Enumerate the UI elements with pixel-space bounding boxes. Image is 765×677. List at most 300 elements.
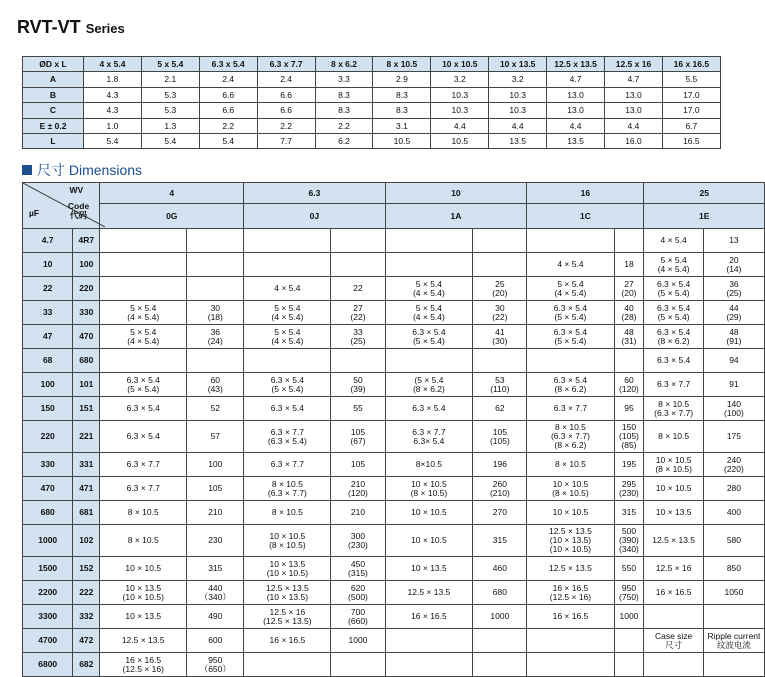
case-size-cell: 6.3 × 5.4 — [244, 397, 331, 421]
ripple-current-cell: 105 (67) — [331, 421, 385, 453]
capacitance-cell: 6800 — [23, 653, 73, 677]
dim-size-header: 5 x 5.4 — [141, 57, 199, 72]
ripple-current-cell — [187, 349, 244, 373]
ripple-current-cell: 27 (20) — [614, 277, 644, 301]
code-cell: 332 — [73, 605, 100, 629]
ripple-current-cell: 30 (22) — [473, 301, 527, 325]
ripple-current-cell: 950 (750) — [614, 581, 644, 605]
case-size-cell: 10 × 13.5 — [644, 501, 703, 525]
case-size-cell: 6.3 × 7.7 — [527, 397, 614, 421]
ripple-current-cell: 50 (39) — [331, 373, 385, 397]
case-size-cell — [244, 349, 331, 373]
ripple-current-cell: 580 — [703, 525, 764, 557]
dim-row — [23, 72, 721, 87]
case-size-cell: 10 × 13.5 (10 × 10.5) — [244, 557, 331, 581]
ripple-current-cell: 850 — [703, 557, 764, 581]
case-size-cell: 6.3 × 5.4 — [644, 349, 703, 373]
capacitance-cell: 470 — [23, 477, 73, 501]
code-cell: 152 — [73, 557, 100, 581]
ripple-current-cell: 62 — [473, 397, 527, 421]
ripple-current-cell: 91 — [703, 373, 764, 397]
case-size-cell: 6.3 × 5.4 (5 × 5.4) — [100, 373, 187, 397]
table-row — [23, 229, 765, 253]
case-size-cell — [100, 277, 187, 301]
dim-cell: 5.3 — [141, 87, 199, 102]
case-size-cell: (5 × 5.4 (8 × 6.2) — [385, 373, 473, 397]
dim-cell: 4.3 — [84, 103, 142, 118]
dim-row-label: L — [23, 133, 84, 148]
code-cell: 681 — [73, 501, 100, 525]
dim-cell: 13.0 — [605, 103, 663, 118]
voltage-header: 16 — [527, 183, 644, 204]
dim-cell: 1.0 — [84, 118, 142, 133]
ripple-current-cell — [614, 229, 644, 253]
section-bullet-icon — [22, 165, 32, 175]
ripple-current-cell: 57 — [187, 421, 244, 453]
dim-cell: 10.3 — [489, 87, 547, 102]
dim-cell: 2.4 — [257, 72, 315, 87]
case-size-cell: 5 × 5.4 (4 × 5.4) — [100, 301, 187, 325]
code-cell: 330 — [73, 301, 100, 325]
case-size-cell: 16 × 16.5 — [644, 581, 703, 605]
dim-cell: 3.1 — [373, 118, 431, 133]
case-size-cell: 6.3 × 5.4 (8 × 6.2) — [644, 325, 703, 349]
code-header: 0G — [100, 204, 244, 229]
ripple-current-cell: 950 （650） — [187, 653, 244, 677]
code-header: 1E — [644, 204, 765, 229]
case-size-cell — [100, 253, 187, 277]
dim-row-label: E ± 0.2 — [23, 118, 84, 133]
code-label-en: Code — [67, 201, 90, 211]
dim-cell: 2.1 — [141, 72, 199, 87]
dim-header-label: ØD x L — [23, 57, 84, 72]
capacitance-cell: 3300 — [23, 605, 73, 629]
code-header: 1A — [385, 204, 527, 229]
ripple-current-cell: 40 (28) — [614, 301, 644, 325]
ripple-current-cell — [614, 653, 644, 677]
capacitance-cell: 10 — [23, 253, 73, 277]
dim-size-header: 10 x 13.5 — [489, 57, 547, 72]
capacitance-cell: 150 — [23, 397, 73, 421]
ripple-current-cell: 105 — [187, 477, 244, 501]
ripple-current-cell: 53 (110) — [473, 373, 527, 397]
ripple-current-cell: 27 (22) — [331, 301, 385, 325]
case-size-cell: 6.3 × 5.4 (5 × 5.4) — [644, 277, 703, 301]
case-size-cell — [385, 349, 473, 373]
code-cell: 220 — [73, 277, 100, 301]
ripple-current-cell: 500 (390) (340) — [614, 525, 644, 557]
case-size-cell: 4 × 5.4 — [644, 229, 703, 253]
dim-cell: 3.2 — [489, 72, 547, 87]
ripple-current-cell: 18 — [614, 253, 644, 277]
case-size-cell: 6.3 × 5.4 (5 × 5.4) — [527, 325, 614, 349]
case-size-cell: 10 × 10.5 (8 × 10.5) — [644, 453, 703, 477]
dim-cell: 16.5 — [662, 133, 720, 148]
ripple-current-cell: 140 (100) — [703, 397, 764, 421]
capacitance-cell: 68 — [23, 349, 73, 373]
case-size-cell: 12.5 × 13.5 — [100, 629, 187, 653]
capacitance-cell: 47 — [23, 325, 73, 349]
ripple-current-cell: 33 (25) — [331, 325, 385, 349]
ripple-current-cell: 400 — [703, 501, 764, 525]
dim-cell: 5.5 — [662, 72, 720, 87]
code-cell: 471 — [73, 477, 100, 501]
ripple-current-cell: 20 (14) — [703, 253, 764, 277]
ripple-current-cell: 315 — [614, 501, 644, 525]
ripple-current-cell — [187, 253, 244, 277]
case-size-cell: 8 × 10.5 (6.3 × 7.7) — [244, 477, 331, 501]
ripple-current-cell — [473, 653, 527, 677]
case-size-cell: 12.5 × 13.5 (10 × 13.5) (10 × 10.5) — [527, 525, 614, 557]
dim-row-label: B — [23, 87, 84, 102]
voltage-header: 25 — [644, 183, 765, 204]
dim-cell: 5.3 — [141, 103, 199, 118]
table-row — [23, 501, 765, 525]
case-size-cell: 8 × 10.5 — [100, 501, 187, 525]
case-size-cell: 4 × 5.4 — [244, 277, 331, 301]
dim-size-header: 16 x 16.5 — [662, 57, 720, 72]
case-size-cell — [385, 629, 473, 653]
capacitance-cell: 100 — [23, 373, 73, 397]
header-corner — [23, 183, 100, 229]
capacitance-cell: 1000 — [23, 525, 73, 557]
ripple-current-cell: 230 — [187, 525, 244, 557]
dim-cell: 13.0 — [547, 87, 605, 102]
dim-size-header: 8 x 10.5 — [373, 57, 431, 72]
ripple-current-cell: 195 — [614, 453, 644, 477]
table-row — [23, 253, 765, 277]
dim-cell: 6.2 — [315, 133, 373, 148]
dim-cell: 8.3 — [373, 87, 431, 102]
dim-cell: 2.2 — [257, 118, 315, 133]
case-size-cell: 12.5 × 13.5 — [385, 581, 473, 605]
ripple-current-cell: 95 — [614, 397, 644, 421]
case-size-cell: 16 × 16.5 — [527, 605, 614, 629]
ripple-current-cell: 600 — [187, 629, 244, 653]
case-size-cell — [244, 253, 331, 277]
dim-cell: 5.4 — [141, 133, 199, 148]
case-size-cell — [100, 349, 187, 373]
wv-label: WV — [69, 185, 84, 195]
case-size-cell: 10 × 10.5 — [385, 525, 473, 557]
code-cell: 4R7 — [73, 229, 100, 253]
case-size-cell: 8 × 10.5 — [527, 453, 614, 477]
dim-cell: 10.3 — [431, 87, 489, 102]
dim-size-header: 6.3 x 7.7 — [257, 57, 315, 72]
case-size-cell: 8×10.5 — [385, 453, 473, 477]
table-row — [23, 525, 765, 557]
legend-ripple-current: Ripple current 纹波电流 — [703, 629, 764, 653]
dim-cell: 2.9 — [373, 72, 431, 87]
code-label — [68, 202, 89, 221]
ripple-current-cell — [614, 629, 644, 653]
dim-cell: 1.8 — [84, 72, 142, 87]
case-size-cell: 12.5 × 13.5 (10 × 13.5) — [244, 581, 331, 605]
dim-cell: 4.7 — [605, 72, 663, 87]
dim-header-row — [23, 57, 721, 72]
ripple-current-cell — [331, 253, 385, 277]
dim-cell: 3.2 — [431, 72, 489, 87]
dim-cell: 2.2 — [199, 118, 257, 133]
section-title-en: Dimensions — [68, 162, 143, 178]
dim-size-header: 12.5 x 16 — [605, 57, 663, 72]
dim-size-header: 10 x 10.5 — [431, 57, 489, 72]
case-size-cell: 16 × 16.5 (12.5 × 16) — [100, 653, 187, 677]
ripple-current-cell: 300 (230) — [331, 525, 385, 557]
case-size-cell: 8 × 10.5 (6.3 × 7.7) (8 × 6.2) — [527, 421, 614, 453]
case-size-cell: 12.5 × 13.5 — [644, 525, 703, 557]
ripple-current-cell: 450 (315) — [331, 557, 385, 581]
case-size-cell: 6.3 × 7.7 (6.3 × 5.4) — [244, 421, 331, 453]
code-label-cn: 代码 — [70, 210, 88, 221]
table-row — [23, 349, 765, 373]
series-name: RVT-VT — [17, 17, 81, 37]
case-size-cell — [644, 605, 703, 629]
case-size-cell: 8 × 10.5 — [100, 525, 187, 557]
ripple-current-cell: 48 (31) — [614, 325, 644, 349]
dim-row — [23, 103, 721, 118]
dim-row-label: A — [23, 72, 84, 87]
dim-cell: 4.4 — [431, 118, 489, 133]
dim-size-header: 6.3 x 5.4 — [199, 57, 257, 72]
ripple-current-cell: 460 — [473, 557, 527, 581]
case-size-cell: 10 × 10.5 — [100, 557, 187, 581]
capacitance-cell: 1500 — [23, 557, 73, 581]
case-size-cell: 10 × 10.5 — [644, 477, 703, 501]
case-size-cell: 6.3 × 5.4 (5 × 5.4) — [385, 325, 473, 349]
dim-row — [23, 133, 721, 148]
case-size-cell: 6.3 × 5.4 (5 × 5.4) — [644, 301, 703, 325]
ripple-current-cell: 315 — [187, 557, 244, 581]
table-row — [23, 477, 765, 501]
table-row — [23, 373, 765, 397]
ripple-current-cell: 270 — [473, 501, 527, 525]
case-size-cell: 4 × 5.4 — [527, 253, 614, 277]
case-size-cell: 10 × 10.5 — [527, 501, 614, 525]
ripple-current-cell: 60 (43) — [187, 373, 244, 397]
table-row — [23, 453, 765, 477]
ripple-current-cell: 55 — [331, 397, 385, 421]
code-header-row — [23, 204, 765, 229]
dim-cell: 17.0 — [662, 87, 720, 102]
dim-cell: 4.3 — [84, 87, 142, 102]
capacitance-cell: 22 — [23, 277, 73, 301]
ripple-current-cell: 94 — [703, 349, 764, 373]
case-size-cell — [527, 629, 614, 653]
table-row — [23, 605, 765, 629]
case-size-cell — [385, 253, 473, 277]
ratings-table — [22, 182, 765, 677]
code-cell: 680 — [73, 349, 100, 373]
case-size-cell: 12.5 × 13.5 — [527, 557, 614, 581]
case-size-cell — [644, 653, 703, 677]
ripple-current-cell: 440 （340） — [187, 581, 244, 605]
case-size-cell: 5 × 5.4 (4 × 5.4) — [100, 325, 187, 349]
case-size-cell: 8 × 10.5 — [244, 501, 331, 525]
ripple-current-cell: 260 (210) — [473, 477, 527, 501]
case-size-cell: 5 × 5.4 (4 × 5.4) — [385, 301, 473, 325]
case-size-cell: 5 × 5.4 (4 × 5.4) — [385, 277, 473, 301]
code-cell: 151 — [73, 397, 100, 421]
dim-cell: 13.5 — [489, 133, 547, 148]
capacitance-cell: 330 — [23, 453, 73, 477]
ripple-current-cell: 295 (230) — [614, 477, 644, 501]
case-size-cell: 12.5 × 16 (12.5 × 13.5) — [244, 605, 331, 629]
ripple-current-cell: 41 (30) — [473, 325, 527, 349]
dim-row — [23, 118, 721, 133]
case-size-cell: 16 × 16.5 — [385, 605, 473, 629]
case-size-cell: 6.3 × 5.4 (5 × 5.4) — [244, 373, 331, 397]
dim-cell: 2.4 — [199, 72, 257, 87]
dim-cell: 4.4 — [489, 118, 547, 133]
dim-cell: 5.4 — [199, 133, 257, 148]
ripple-current-cell: 280 — [703, 477, 764, 501]
ripple-current-cell: 700 (660) — [331, 605, 385, 629]
dim-cell: 8.3 — [315, 87, 373, 102]
ripple-current-cell — [187, 229, 244, 253]
voltage-header: 10 — [385, 183, 527, 204]
ripple-current-cell: 44 (29) — [703, 301, 764, 325]
ripple-current-cell: 210 — [187, 501, 244, 525]
dim-size-header: 4 x 5.4 — [84, 57, 142, 72]
voltage-header-row — [23, 183, 765, 204]
code-cell: 101 — [73, 373, 100, 397]
dim-cell: 8.3 — [373, 103, 431, 118]
dim-cell: 4.7 — [547, 72, 605, 87]
case-size-cell: 10 × 10.5 (8 × 10.5) — [527, 477, 614, 501]
dim-cell: 13.0 — [547, 103, 605, 118]
ripple-current-cell — [703, 605, 764, 629]
capacitance-cell: 2200 — [23, 581, 73, 605]
dim-cell: 4.4 — [605, 118, 663, 133]
capacitance-cell: 4.7 — [23, 229, 73, 253]
ripple-current-cell: 100 — [187, 453, 244, 477]
case-size-cell: 10 × 13.5 — [100, 605, 187, 629]
case-size-cell — [527, 349, 614, 373]
ripple-current-cell: 315 — [473, 525, 527, 557]
ripple-current-cell: 150 (105) (85) — [614, 421, 644, 453]
dim-cell: 6.7 — [662, 118, 720, 133]
section-heading — [22, 160, 142, 180]
ripple-current-cell: 210 (120) — [331, 477, 385, 501]
dim-row — [23, 87, 721, 102]
ripple-current-cell: 175 — [703, 421, 764, 453]
ripple-current-cell: 490 — [187, 605, 244, 629]
case-size-cell: 12.5 × 16 — [644, 557, 703, 581]
section-title-cn: 尺寸 — [37, 162, 65, 178]
dim-cell: 5.4 — [84, 133, 142, 148]
capacitance-cell: 4700 — [23, 629, 73, 653]
case-size-cell: 8 × 10.5 — [644, 421, 703, 453]
case-size-cell: 6.3 × 5.4 — [385, 397, 473, 421]
ripple-current-cell: 52 — [187, 397, 244, 421]
case-size-cell — [244, 229, 331, 253]
case-size-cell: 16 × 16.5 (12.5 × 16) — [527, 581, 614, 605]
code-cell: 102 — [73, 525, 100, 557]
case-size-cell: 5 × 5.4 (4 × 5.4) — [244, 325, 331, 349]
dim-row-label: C — [23, 103, 84, 118]
case-size-cell: 8 × 10.5 (6.3 × 7.7) — [644, 397, 703, 421]
ripple-current-cell: 1000 — [473, 605, 527, 629]
corner-diagonal-icon — [23, 183, 105, 227]
code-cell: 682 — [73, 653, 100, 677]
case-size-cell: 6.3 × 7.7 6.3× 5.4 — [385, 421, 473, 453]
table-row — [23, 277, 765, 301]
ripple-current-cell: 680 — [473, 581, 527, 605]
ripple-current-cell — [614, 349, 644, 373]
case-size-cell — [100, 229, 187, 253]
case-size-cell: 6.3 × 5.4 (8 × 6.2) — [527, 373, 614, 397]
table-row — [23, 557, 765, 581]
legend-case-size: Case size 尺寸 — [644, 629, 703, 653]
case-size-cell: 10 × 10.5 (8 × 10.5) — [385, 477, 473, 501]
table-row — [23, 397, 765, 421]
ripple-current-cell: 105 — [331, 453, 385, 477]
voltage-header: 6.3 — [244, 183, 385, 204]
dim-cell: 17.0 — [662, 103, 720, 118]
ripple-current-cell: 36 (24) — [187, 325, 244, 349]
dim-cell: 13.5 — [547, 133, 605, 148]
dim-cell: 10.3 — [489, 103, 547, 118]
code-cell: 100 — [73, 253, 100, 277]
case-size-cell: 16 × 16.5 — [244, 629, 331, 653]
dim-cell: 6.6 — [199, 87, 257, 102]
case-size-cell: 10 × 10.5 (8 × 10.5) — [244, 525, 331, 557]
table-row — [23, 325, 765, 349]
ripple-current-cell: 13 — [703, 229, 764, 253]
ripple-current-cell — [473, 253, 527, 277]
case-size-cell: 10 × 10.5 — [385, 501, 473, 525]
ripple-current-cell: 22 — [331, 277, 385, 301]
table-row — [23, 581, 765, 605]
ripple-current-cell — [187, 277, 244, 301]
dim-cell: 1.3 — [141, 118, 199, 133]
dim-cell: 13.0 — [605, 87, 663, 102]
voltage-header: 4 — [100, 183, 244, 204]
case-size-cell: 6.3 × 5.4 (5 × 5.4) — [527, 301, 614, 325]
dim-cell: 10.5 — [373, 133, 431, 148]
case-size-cell — [385, 653, 473, 677]
dim-cell: 7.7 — [257, 133, 315, 148]
code-header: 0J — [244, 204, 385, 229]
code-cell: 222 — [73, 581, 100, 605]
capacitance-cell: 680 — [23, 501, 73, 525]
case-size-cell: 6.3 × 7.7 — [100, 477, 187, 501]
ripple-current-cell: 550 — [614, 557, 644, 581]
case-size-cell: 6.3 × 7.7 — [644, 373, 703, 397]
ripple-current-cell: 1000 — [331, 629, 385, 653]
table-row — [23, 421, 765, 453]
case-size-cell: 6.3 × 7.7 — [100, 453, 187, 477]
ripple-current-cell: 25 (20) — [473, 277, 527, 301]
ripple-current-cell: 60 (120) — [614, 373, 644, 397]
case-size-cell: 6.3 × 5.4 — [100, 397, 187, 421]
code-cell: 331 — [73, 453, 100, 477]
dim-cell: 10.3 — [431, 103, 489, 118]
ripple-current-cell — [331, 653, 385, 677]
ripple-current-cell — [331, 349, 385, 373]
code-cell: 470 — [73, 325, 100, 349]
table-row — [23, 301, 765, 325]
dim-cell: 4.4 — [547, 118, 605, 133]
ripple-current-cell: 210 — [331, 501, 385, 525]
ripple-current-cell — [703, 653, 764, 677]
code-cell: 472 — [73, 629, 100, 653]
series-label: Series — [85, 21, 125, 36]
table-row — [23, 629, 765, 653]
ripple-current-cell — [473, 629, 527, 653]
capacitance-cell: 33 — [23, 301, 73, 325]
